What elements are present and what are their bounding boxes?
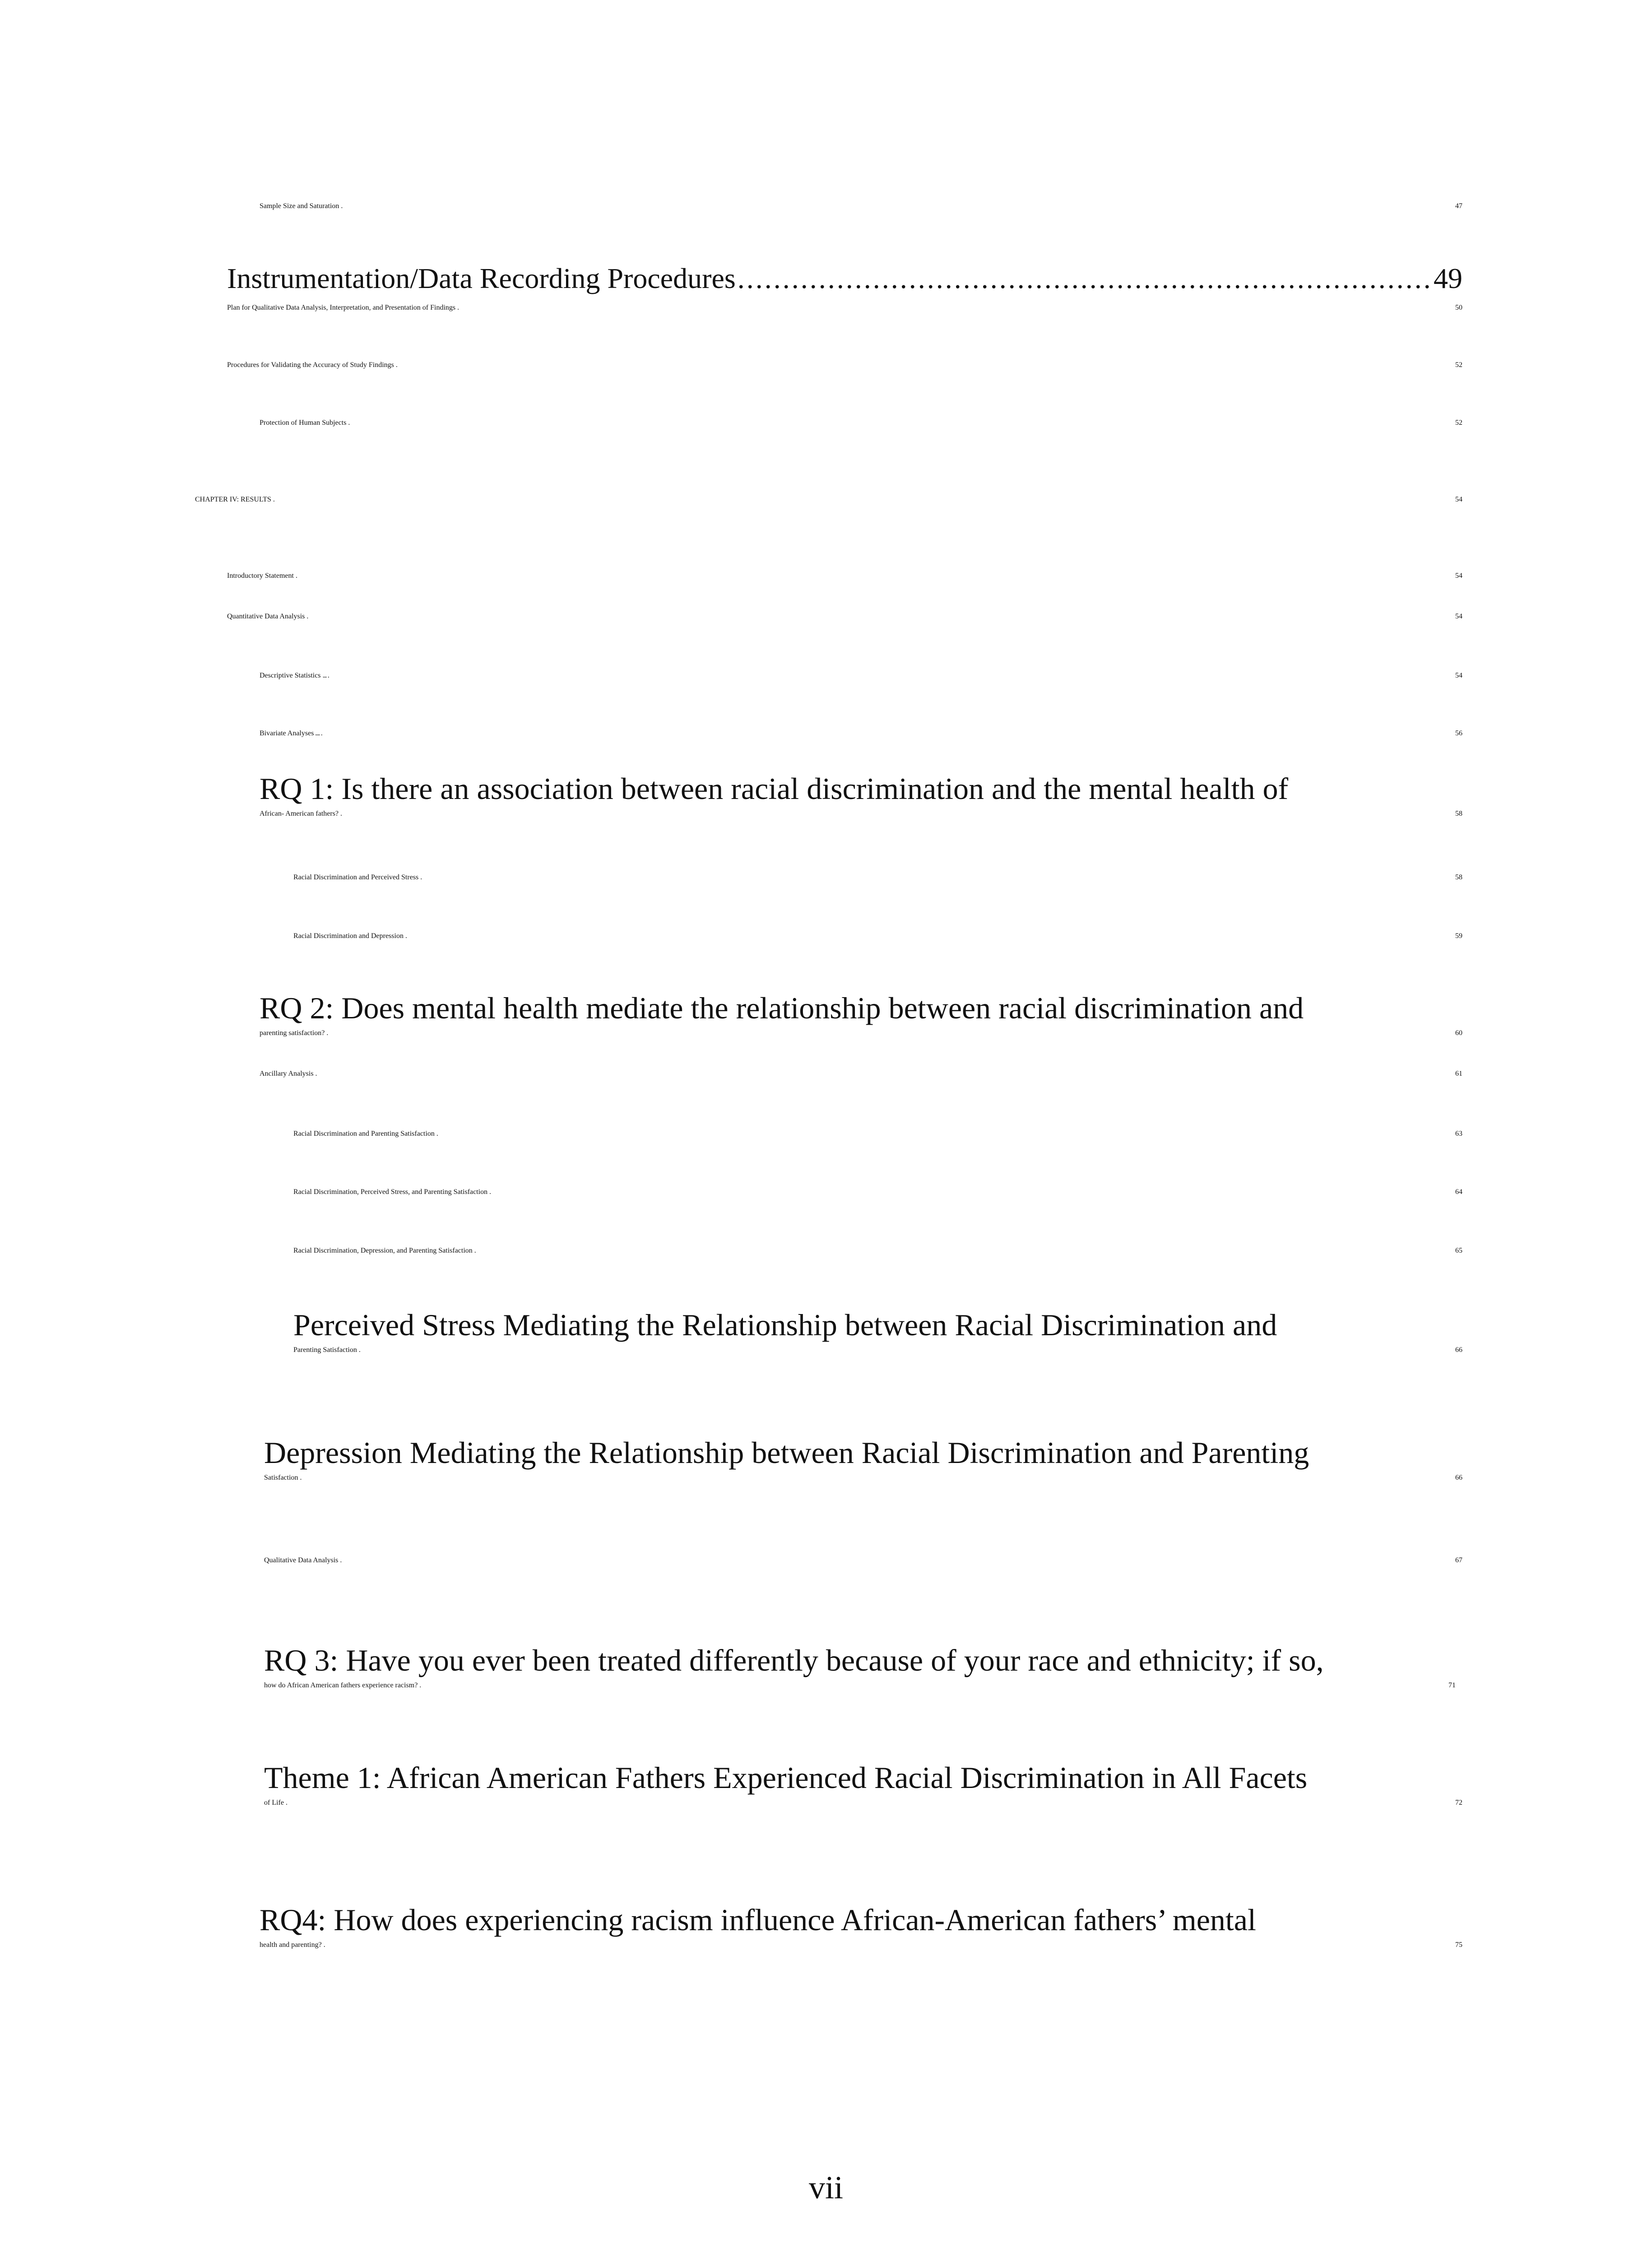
toc-entry-ancillary-analysis (260, 1070, 1462, 1110)
toc-entry-label: Plan for Qualitative Data Analysis, Interpretation, and Presentation of Findings (227, 304, 456, 311)
toc-entry-page: 71 (1448, 1681, 1456, 1689)
toc-entry-label: Introductory Statement (227, 572, 294, 580)
toc-entry-depression-mediating (264, 1474, 1462, 1514)
dot-leader (273, 496, 1453, 504)
dot-leader (489, 1188, 1453, 1196)
toc-entry-label: Racial Discrimination, Perceived Stress, and Parenting Satisfaction (293, 1188, 488, 1196)
dot-leader (340, 810, 1453, 818)
toc-entry-validating-procedures (227, 361, 1462, 402)
toc-entry-page: 52 (1455, 419, 1462, 427)
toc-entry-theme1-line1: Theme 1: African American Fathers Experienced Racial Discrimination in All Facets (264, 1760, 1308, 1795)
dot-leader (326, 1029, 1453, 1037)
toc-entry-rq4-line1: RQ4: How does experiencing racism influence African-American fathers’ mental (260, 1903, 1256, 1937)
toc-entry-page: 65 (1455, 1247, 1462, 1254)
page-number-footer: vii (808, 2169, 843, 2206)
toc-entry-depression-mediating-line1: Depression Mediating the Relationship between Racial Discrimination and Parenting (264, 1435, 1309, 1470)
toc-entry-introductory-statement (227, 572, 1462, 613)
toc-entry-label: Bivariate Analyses (260, 729, 314, 737)
toc-entry-rd-depression-parenting (293, 1247, 1462, 1287)
toc-entry-page: 58 (1455, 810, 1462, 817)
dot-leader (359, 1346, 1453, 1354)
toc-entry-rq3 (264, 1681, 1456, 1722)
toc-entry-page: 54 (1455, 572, 1462, 580)
toc-entry-rq4 (260, 1941, 1462, 1982)
dot-leader (457, 304, 1453, 312)
dot-leader (341, 202, 1453, 210)
toc-entry-page: 56 (1455, 729, 1462, 737)
toc-entry-page: 72 (1455, 1799, 1462, 1807)
dot-leader (396, 361, 1453, 369)
toc-entry-label: Protection of Human Subjects (260, 419, 347, 427)
toc-entry-stress-mediating-line1: Perceived Stress Mediating the Relationship between Racial Discrimination and (293, 1308, 1277, 1342)
toc-entry-theme1 (264, 1799, 1462, 1839)
toc-entry-qualitative-plan (227, 304, 1462, 344)
toc-entry-rd-perceived-stress (293, 873, 1462, 914)
toc-entry-rd-depression (293, 932, 1462, 973)
toc-entry-page: 59 (1455, 932, 1462, 940)
toc-entry-quantitative-analysis (227, 613, 1462, 653)
dot-leader (296, 572, 1453, 580)
toc-entry-page: 54 (1455, 613, 1462, 620)
toc-entry-label: Procedures for Validating the Accuracy of Study Findings (227, 361, 394, 369)
toc-entry-label: CHAPTER IV: RESULTS (195, 496, 271, 503)
toc-entry-page: 75 (1455, 1941, 1462, 1949)
dot-leader (340, 1556, 1453, 1565)
toc-entry-label: African- American fathers? (260, 810, 339, 817)
toc-entry-label: health and parenting? (260, 1941, 322, 1949)
toc-entry-instrumentation (227, 262, 1462, 302)
toc-entry-human-subjects (260, 419, 1462, 460)
toc-entry-label: Racial Discrimination and Parenting Satisfaction (293, 1130, 435, 1138)
dot-leader (419, 1681, 1447, 1690)
toc-entry-page: 52 (1455, 361, 1462, 369)
toc-entry-rq1 (260, 810, 1462, 850)
dot-leader (420, 873, 1453, 882)
toc-entry-page: 54 (1455, 496, 1462, 503)
toc-entry-chapter-iv (195, 496, 1462, 536)
toc-entry-page: 54 (1455, 672, 1462, 679)
toc-entry-label: Racial Discrimination, Depression, and Parenting Satisfaction (293, 1247, 473, 1254)
toc-entry-label: Parenting Satisfaction (293, 1346, 357, 1354)
toc-entry-label: Ancillary Analysis (260, 1070, 314, 1077)
toc-entry-label: Descriptive Statistics (260, 672, 321, 679)
toc-entry-page: 49 (1434, 262, 1462, 294)
toc-entry-rd-stress-parenting (293, 1188, 1462, 1229)
toc-entry-page: 61 (1455, 1070, 1462, 1077)
dot-leader (323, 672, 1453, 680)
toc-entry-rq2 (260, 1029, 1462, 1070)
toc-entry-label: how do African American fathers experience racism? (264, 1681, 418, 1689)
toc-entry-label: parenting satisfaction? (260, 1029, 325, 1037)
toc-entry-page: 67 (1455, 1556, 1462, 1564)
dot-leader (405, 932, 1453, 940)
toc-entry-page: 66 (1455, 1346, 1462, 1354)
toc-entry-page: 50 (1455, 304, 1462, 311)
dot-leader (300, 1474, 1453, 1482)
dot-leader (306, 613, 1453, 621)
dot-leader (324, 1941, 1453, 1949)
dot-leader (436, 1130, 1453, 1138)
toc-entry-page: 47 (1455, 202, 1462, 210)
toc-entry-rq2-line1: RQ 2: Does mental health mediate the relationship between racial discrimination and (260, 991, 1304, 1025)
toc-entry-page: 64 (1455, 1188, 1462, 1196)
toc-entry-descriptive-statistics (260, 672, 1462, 712)
toc-entry-label: Satisfaction (264, 1474, 298, 1481)
toc-entry-stress-mediating (293, 1346, 1462, 1387)
toc-entry-label: Quantitative Data Analysis (227, 613, 305, 620)
toc-entry-label: Racial Discrimination and Perceived Stress (293, 873, 419, 881)
toc-entry-rq3-line1: RQ 3: Have you ever been treated differently because of your race and ethnicity; if so, (264, 1643, 1324, 1677)
toc-entry-rd-parenting-satisfaction (293, 1130, 1462, 1170)
toc-entry-label: Qualitative Data Analysis (264, 1556, 339, 1564)
toc-entry-page: 60 (1455, 1029, 1462, 1037)
toc-entry-label: Sample Size and Saturation (260, 202, 339, 210)
toc-entry-page: 63 (1455, 1130, 1462, 1138)
toc-entry-rq1-line1: RQ 1: Is there an association between racial discrimination and the mental health of (260, 771, 1289, 806)
dot-leader (474, 1247, 1453, 1255)
toc-entry-bivariate-analyses (260, 729, 1462, 770)
dot-leader (738, 262, 1432, 295)
toc-entry-sample-size (260, 202, 1462, 243)
toc-entry-qualitative-analysis (264, 1556, 1462, 1597)
toc-entry-label: Instrumentation/Data Recording Procedures (227, 262, 736, 294)
toc-entry-page: 66 (1455, 1474, 1462, 1481)
dot-leader (348, 419, 1453, 427)
toc-entry-label: of Life (264, 1799, 284, 1807)
toc-entry-label: Racial Discrimination and Depression (293, 932, 404, 940)
dot-leader (316, 729, 1428, 738)
dot-leader (316, 1070, 1453, 1078)
toc-entry-page: 58 (1455, 873, 1462, 881)
dot-leader (286, 1799, 1453, 1807)
